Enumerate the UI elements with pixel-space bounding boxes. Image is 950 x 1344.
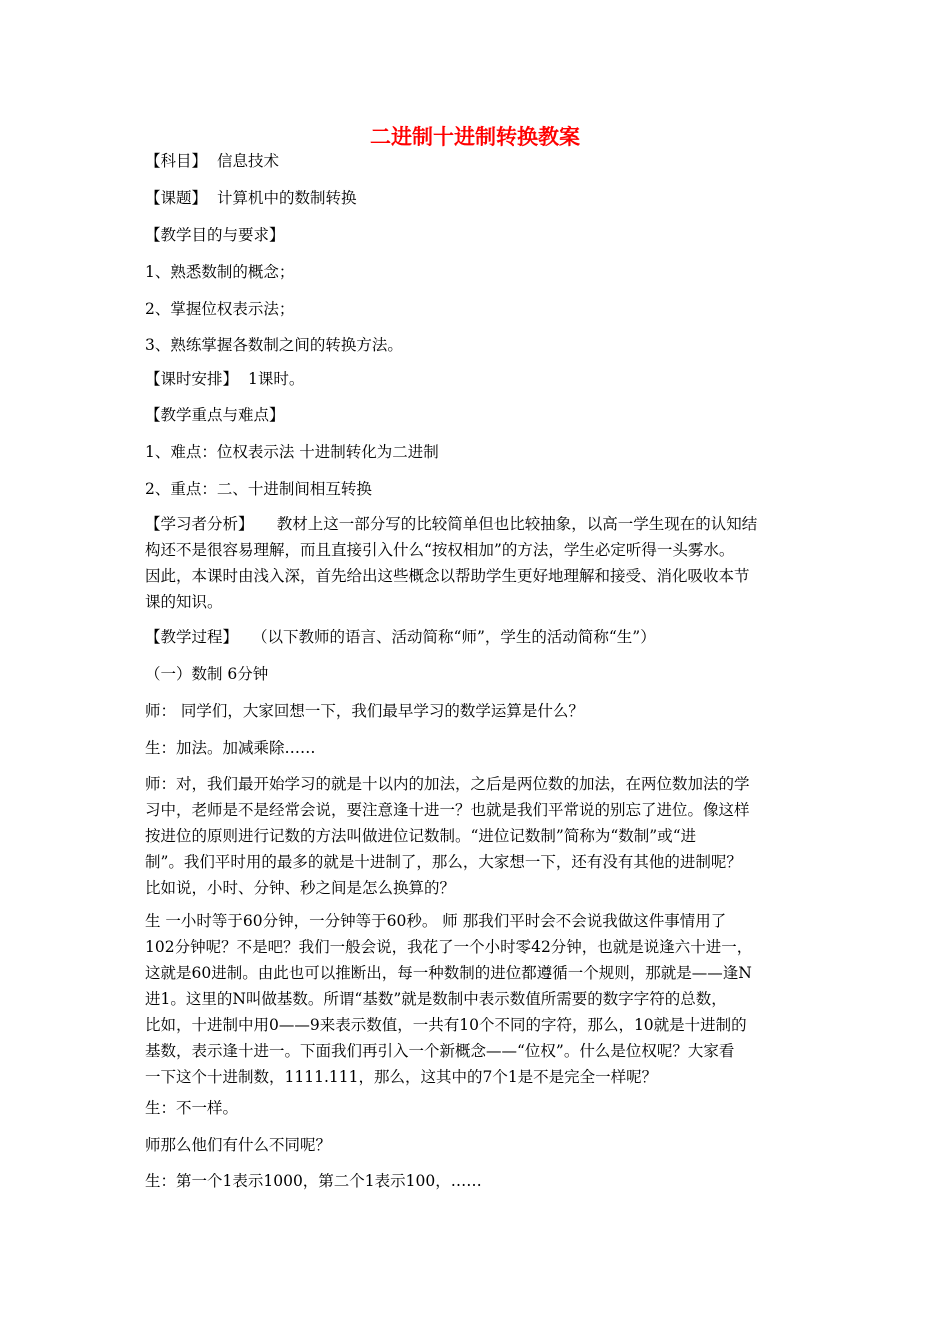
- goal-item: 2、掌握位权表示法；: [145, 300, 295, 318]
- goal-item: 1、熟悉数制的概念；: [145, 263, 295, 281]
- paragraph-line: 生 一小时等于60分钟，一分钟等于60秒。 师 那我们平时会不会说我做这件事情用了: [145, 912, 727, 930]
- learner-analysis-paragraph: [145, 511, 815, 615]
- dialog-line: 生：第一个1表示1000，第二个1表示100，……: [145, 1172, 482, 1190]
- paragraph-line: 师：对，我们最开始学习的就是十以内的加法，之后是两位数的加法，在两位数加法的学: [145, 775, 750, 793]
- paragraph-line: 制”。我们平时用的最多的就是十进制了，那么，大家想一下，还有没有其他的进制呢？: [145, 853, 742, 871]
- paragraph-line: 基数，表示逢十进一。下面我们再引入一个新概念——“位权”。什么是位权呢？大家看: [145, 1042, 735, 1060]
- topic-value: 计算机中的数制转换: [217, 189, 357, 207]
- paragraph-line: 【学习者分析】 教材上这一部分写的比较简单但也比较抽象，以高一学生现在的认知结: [145, 515, 758, 533]
- paragraph-line: 课的知识。: [145, 593, 223, 611]
- dialog-line: 生：加法。加减乘除……: [145, 739, 316, 757]
- paragraph-line: 102分钟呢？不是吧？我们一般会说，我花了一个小时零42分钟，也就是说逢六十进一，: [145, 938, 753, 956]
- process-tag: 【教学过程】: [145, 628, 239, 646]
- topic-line: [145, 187, 815, 209]
- schedule-value: 1课时。: [248, 370, 305, 388]
- subject-value: 信息技术: [217, 152, 280, 170]
- focus-item: 2、重点：二、十进制间相互转换: [145, 480, 372, 498]
- base-concept-paragraph: [145, 908, 815, 1090]
- document-title: 二进制十进制转换教案: [370, 124, 580, 149]
- dialog-line: 师： 同学们，大家回想一下，我们最早学习的数学运算是什么？: [145, 702, 584, 720]
- topic-tag: 【课题】: [145, 189, 208, 207]
- goals-heading: 【教学目的与要求】: [145, 226, 285, 244]
- focus-heading: 【教学重点与难点】: [145, 406, 285, 424]
- paragraph-line: 因此，本课时由浅入深，首先给出这些概念以帮助学生更好地理解和接受、消化吸收本节: [145, 567, 750, 585]
- paragraph-line: 构还不是很容易理解，而且直接引入什么“按权相加”的方法，学生必定听得一头雾水。: [145, 541, 735, 559]
- section-heading: （一）数制 6分钟: [145, 665, 269, 683]
- paragraph-line: 比如说，小时、分钟、秒之间是怎么换算的？: [145, 879, 456, 897]
- subject-line: [145, 150, 815, 172]
- subject-tag: 【科目】: [145, 152, 208, 170]
- paragraph-line: 一下这个十进制数，1111.111，那么，这其中的7个1是不是完全一样呢？: [145, 1068, 658, 1086]
- paragraph-line: 按进位的原则进行记数的方法叫做进位记数制。“进位记数制”简称为“数制”或“进: [145, 827, 697, 845]
- goal-item: 3、熟练掌握各数制之间的转换方法。: [145, 336, 403, 354]
- teacher-paragraph: [145, 771, 815, 901]
- process-note: （以下教师的语言、活动简称“师”，学生的活动简称“生”）: [252, 628, 656, 646]
- dialog-line: 生：不一样。: [145, 1099, 239, 1117]
- schedule-tag: 【课时安排】: [145, 370, 239, 388]
- paragraph-line: 进1。这里的N叫做基数。所谓“基数”就是数制中表示数值所需要的数字字符的总数，: [145, 990, 727, 1008]
- schedule-line: [145, 368, 815, 390]
- paragraph-line: 这就是60进制。由此也可以推断出，每一种数制的进位都遵循一个规则，那就是——逢N: [145, 964, 752, 982]
- process-line: [145, 626, 815, 648]
- paragraph-line: 习中，老师是不是经常会说，要注意逢十进一？也就是我们平常说的别忘了进位。像这样: [145, 801, 750, 819]
- dialog-line: 师那么他们有什么不同呢？: [145, 1136, 332, 1154]
- focus-item: 1、难点：位权表示法 十进制转化为二进制: [145, 443, 439, 461]
- paragraph-line: 比如，十进制中用0——9来表示数值，一共有10个不同的字符，那么，10就是十进制的: [145, 1016, 747, 1034]
